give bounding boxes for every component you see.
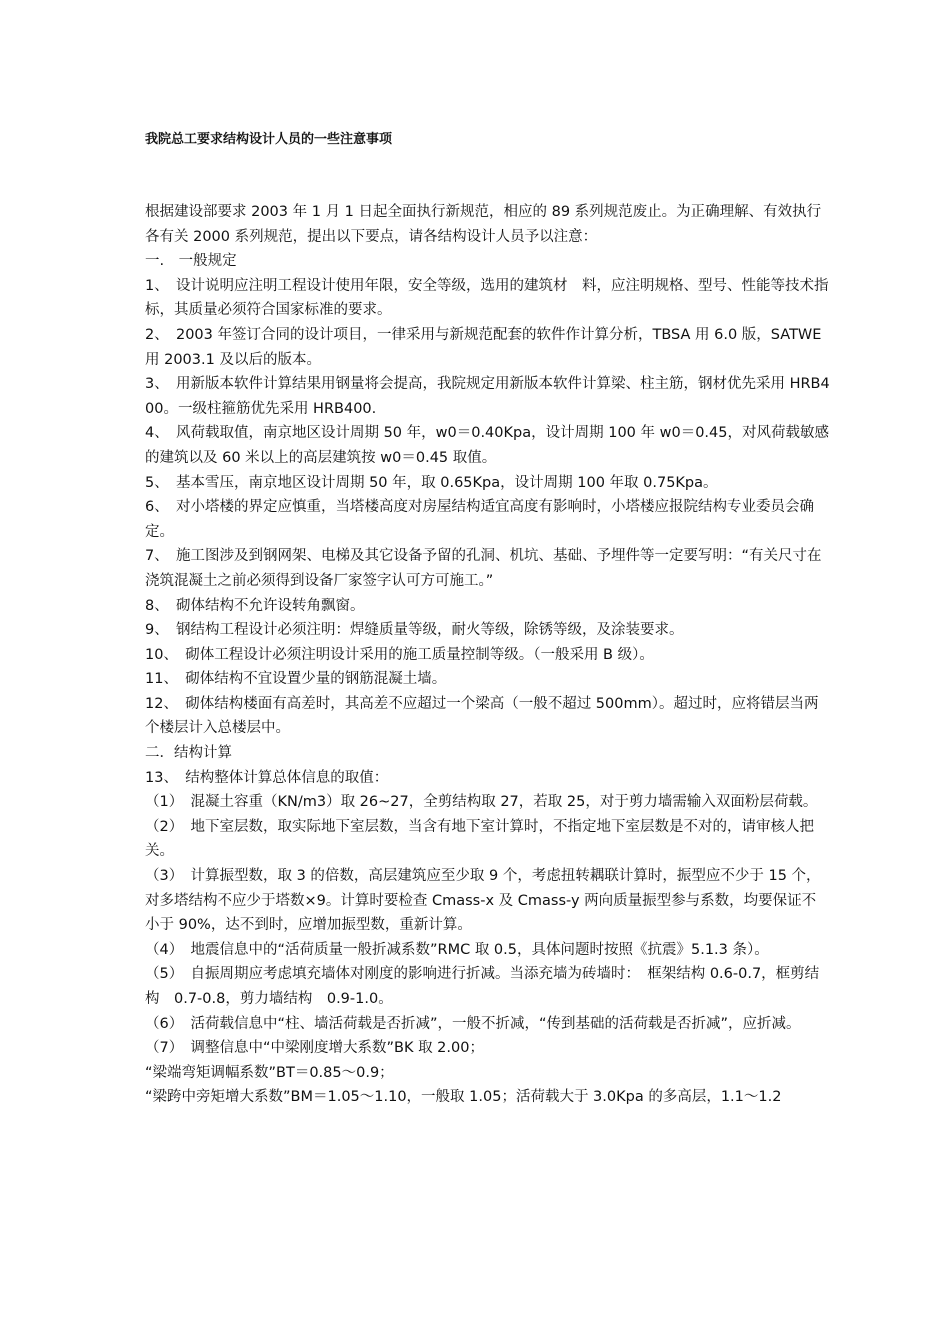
paragraph-item-1: 1、 设计说明应注明工程设计使用年限，安全等级，选用的建筑材 料，应注明规格、型号、性能等技术指标，其质量必须符合国家标准的要求。 bbox=[145, 277, 829, 319]
paragraph-sub-7-bm: “梁跨中旁矩增大系数”BM＝1.05～1.10，一般取 1.05；活荷载大于 3.0Kpa 的多高层，1.1～1.2 bbox=[145, 1089, 782, 1106]
paragraph-item-10: 10、 砌体工程设计必须注明设计采用的施工质量控制等级。（一般采用 B 级）。 bbox=[145, 646, 654, 663]
paragraph-item-3: 3、 用新版本软件计算结果用钢量将会提高，我院规定用新版本软件计算梁、柱主筋，钢材优先采用 HRB400。一级柱箍筋优先采用 HRB400. bbox=[145, 376, 830, 417]
section-heading-calculation: 二．结构计算 bbox=[145, 745, 232, 762]
paragraph-intro: 根据建设部要求 2003 年 1 月 1 日起全面执行新规范，相应的 89 系列规范废止。为正确理解、有效执行各有关 2000 系列规范，提出以下要点，请各结构设计人员予以注意： bbox=[145, 204, 822, 245]
paragraph-sub-3: （3） 计算振型数，取 3 的倍数，高层建筑应至少取 9 个，考虑扭转耦联计算时，振型应不少于 15 个，对多塔结构不应少于塔数×9。计算时要检查 Cmass-x 及 Cmass-y 两向质量振型参与系数，均要保证不小于 90%，达不到时，应增加振型数，重新计算。 bbox=[145, 868, 821, 934]
paragraph-sub-7-bt: “梁端弯矩调幅系数”BT＝0.85～0.9； bbox=[145, 1064, 394, 1081]
paragraph-sub-5: （5） 自振周期应考虑填充墙体对刚度的影响进行折减。当添充墙为砖墙时： 框架结构 0.6-0.7，框剪结构 0.7-0.8，剪力墙结构 0.9-1.0。 bbox=[145, 966, 820, 1007]
section-heading-general: 一. 一般规定 bbox=[145, 253, 237, 270]
paragraph-item-7: 7、 施工图涉及到钢网架、电梯及其它设备予留的孔洞、机坑、基础、予埋件等一定要写明：“有关尺寸在浇筑混凝土之前必须得到设备厂家签字认可方可施工。” bbox=[145, 548, 822, 589]
paragraph-item-8: 8、 砌体结构不允许设转角飘窗。 bbox=[145, 597, 365, 614]
paragraph-sub-7: （7） 调整信息中“中梁刚度增大系数”BK 取 2.00； bbox=[145, 1040, 484, 1057]
paragraph-item-6: 6、 对小塔楼的界定应慎重，当塔楼高度对房屋结构适宜高度有影响时，小塔楼应报院结构专业委员会确定。 bbox=[145, 499, 814, 540]
paragraph-item-11: 11、 砌体结构不宜设置少量的钢筋混凝土墙。 bbox=[145, 671, 447, 688]
paragraph-sub-1: （1） 混凝土容重（KN/m3）取 26~27，全剪结构取 27，若取 25，对于剪力墙需输入双面粉层荷载。 bbox=[145, 794, 818, 811]
paragraph-sub-6: （6） 活荷载信息中“柱、墙活荷载是否折减”，一般不折减，“传到基础的活荷载是否折减”，应折减。 bbox=[145, 1015, 801, 1032]
document-title: 我院总工要求结构设计人员的一些注意事项 bbox=[145, 132, 393, 147]
paragraph-item-9: 9、 钢结构工程设计必须注明：焊缝质量等级，耐火等级，除锈等级，及涂装要求。 bbox=[145, 622, 684, 639]
paragraph-item-5: 5、 基本雪压，南京地区设计周期 50 年，取 0.65Kpa，设计周期 100 年取 0.75Kpa。 bbox=[145, 474, 718, 491]
paragraph-item-12: 12、 砌体结构楼面有高差时，其高差不应超过一个梁高（一般不超过 500mm）。超过时，应将错层当两个楼层计入总楼层中。 bbox=[145, 695, 819, 737]
paragraph-item-4: 4、 风荷载取值，南京地区设计周期 50 年，w0＝0.40Kpa，设计周期 100 年 w0＝0.45，对风荷载敏感的建筑以及 60 米以上的高层建筑按 w0＝0.45 取值。 bbox=[145, 425, 829, 466]
paragraph-item-2: 2、 2003 年签订合同的设计项目，一律采用与新规范配套的软件作计算分析，TBSA 用 6.0 版，SATWE 用 2003.1 及以后的版本。 bbox=[145, 326, 822, 368]
paragraph-sub-2: （2） 地下室层数，取实际地下室层数，当含有地下室计算时，不指定地下室层数是不对的，请审核人把关。 bbox=[145, 818, 814, 860]
document-body bbox=[145, 200, 830, 1110]
paragraph-sub-4: （4） 地震信息中的“活荷质量一般折减系数”RMC 取 0.5，具体问题时按照《抗震》5.1.3 条）。 bbox=[145, 941, 769, 958]
paragraph-item-13: 13、 结构整体计算总体信息的取值： bbox=[145, 769, 389, 786]
